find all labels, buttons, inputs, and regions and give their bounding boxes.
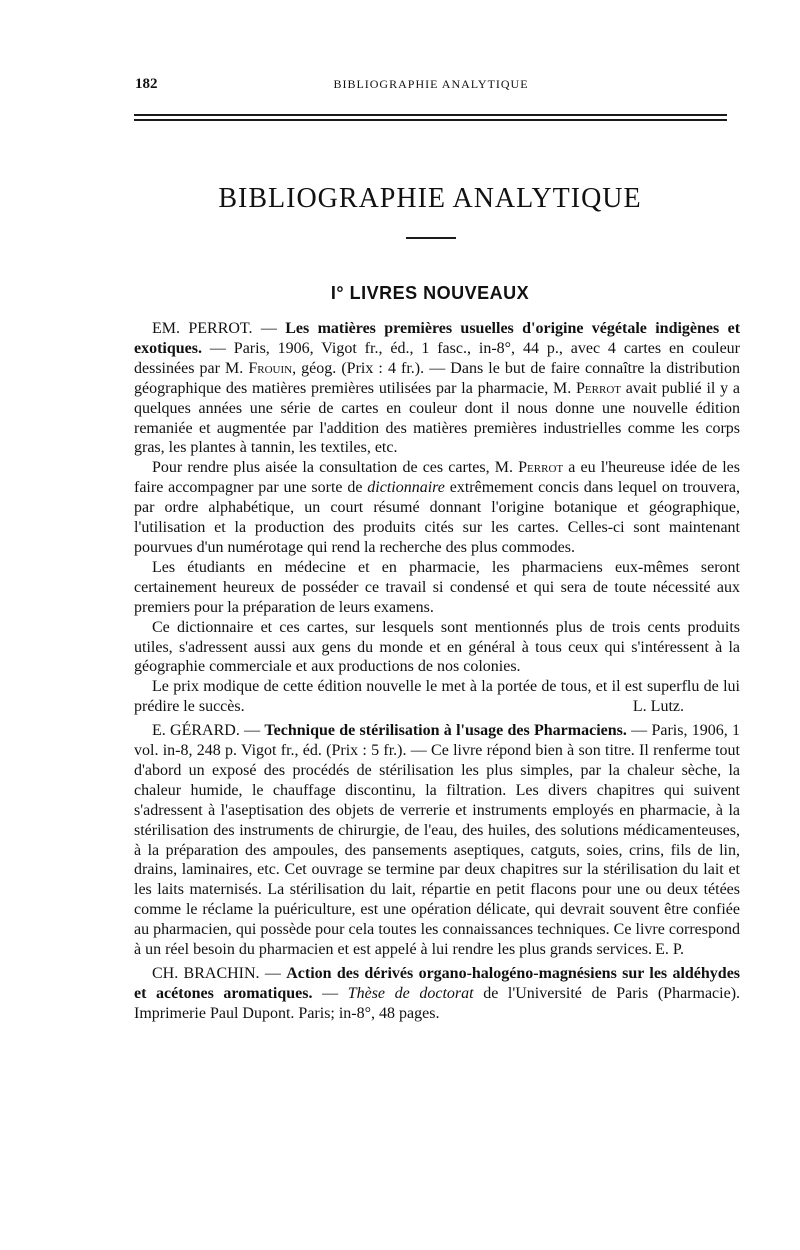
separator: —	[259, 965, 287, 982]
entry-perrot-p2	[134, 458, 740, 558]
entry-text: — Paris, 1906, Vigot fr., éd., 1 fasc., in-8°, 44 p., avec 4 cartes en couleur dessinées par M.	[134, 339, 740, 377]
entry-text: extrêmement concis dans lequel on trouvera, par ordre alphabétique, un court résumé donnant l'origine botanique et géographique, l'utilisation et la production des produits cités sur les cartes. Celles-ci sont maintenant pourvues d'un numérotage qui rend la recherche des plus commodes.	[134, 479, 740, 556]
signature	[633, 697, 684, 717]
signature	[655, 940, 684, 960]
name-small-caps: Perrot	[576, 379, 621, 397]
entry-title: Les matières premières usuelles d'origine végétale indigènes et exotiques.	[134, 320, 741, 357]
signature-text: L. Lutz.	[632, 698, 684, 716]
name-small-caps: Frouin	[248, 359, 293, 377]
entry-text: a eu l'heureuse idée de les faire accompagner par une sorte de	[134, 459, 740, 497]
entry-text: de l'Université de Paris (Pharmacie). Imprimerie Paul Dupont. Paris; in-8°, 48 pages.	[134, 984, 741, 1022]
main-title: BIBLIOGRAPHIE ANALYTIQUE	[218, 183, 642, 214]
entry-text: Pour rendre plus aisée la consultation de ces cartes, M.	[152, 459, 519, 477]
page-number: 182	[135, 76, 158, 92]
entry-title: Technique de stérilisation à l'usage des Pharmaciens.	[264, 722, 627, 740]
header-rule-top	[134, 114, 727, 116]
entry-author: EM. PERROT.	[152, 320, 253, 337]
entry-text: Le prix modique de cette édition nouvelle le met à la portée de tous, et il est superflu de lui prédire le succès.	[134, 678, 740, 716]
entry-text: — Paris, 1906, 1 vol. in-8, 248 p. Vigot fr., éd. (Prix : 5 fr.). — Ce livre répond bien à son titre. Il renferme tout d'abord un exposé des procédés de stérilisation les plus simples, par la chaleur sèche, la chaleur humide, le chauffage discontinu, la filtration. Les divers chapitres qui suivent s'adressent à l'aseptisation des objets de verrerie et instruments employés en pharmacie, à la stérilisation des instruments de chirurgie, de l'eau, des huiles, des solutions médicamenteuses, à la préparation des ampoules, des pansements aseptiques, catguts, soies, crins, fils de lin, drains, laminaires, etc. Cet ouvrage se termine par deux chapitres sur la stérilisation du lait et les laits maternisés. La stérilisation du lait, répartie en petit flacons pour une ou deux tétées comme le réclame la puériculture, est une opération délicate, qui devrait souvent être confiée au pharmacien, qui possède pour cela toutes les connaissances techniques. Ce livre correspond à un réel besoin du pharmacien et est appelé à lui rendre les plus grands services.	[134, 722, 741, 959]
running-title: BIBLIOGRAPHIE ANALYTIQUE	[333, 77, 529, 91]
entry-brachin	[134, 964, 740, 1024]
separator: —	[239, 722, 265, 740]
entry-text: , géog. (Prix : 4 fr.). — Dans le but de faire connaître la distribution géographique des matières premières utilisées par la pharmacie, M.	[134, 359, 741, 397]
entry-perrot-p4: Ce dictionnaire et ces cartes, sur lesquels sont mentionnés plus de trois cents produits utiles, s'adressent aussi aux gens du monde et en général à tous ceux qui s'intéressent à la géographie commerciale et aux productions de nos colonies.	[134, 618, 740, 676]
entry-author: CH. BRACHIN.	[152, 965, 260, 982]
entry-perrot-p3: Les étudiants en médecine et en pharmacie, les pharmaciens eux-mêmes seront certainement heureux de posséder ce travail si condensé et qui sera de toute nécessité aux premiers pour la préparation de leurs examens.	[134, 558, 740, 616]
entry-gerard	[134, 721, 740, 960]
header-rule-bottom	[134, 119, 727, 121]
running-head	[135, 76, 727, 98]
entry-perrot-p1	[134, 319, 740, 458]
entry-text: avait publié il y a quelques années une série de cartes en couleur dont il nous donne une nouvelle édition remaniée et augmentée par l'addition des matières premières industrielles comme les corps gras, les plantes à tannin, les textiles, etc.	[134, 379, 741, 457]
entry-title: Action des dérivés organo-halogéno-magnésiens sur les aldéhydes et acétones aromatiques.	[134, 965, 741, 1002]
section-title: I° LIVRES NOUVEAUX	[330, 283, 530, 303]
title-divider	[406, 237, 456, 239]
entry-author: E. GÉRARD.	[152, 722, 240, 740]
entry-text: —	[312, 984, 348, 1002]
name-small-caps: Perrot	[518, 459, 564, 477]
article-body	[134, 319, 740, 1024]
separator: —	[252, 320, 286, 337]
entry-perrot-p5	[134, 677, 740, 717]
italic-term: Thèse de doctorat	[347, 984, 474, 1002]
italic-term: dictionnaire	[367, 479, 445, 497]
signature-text: E. P.	[655, 941, 684, 959]
